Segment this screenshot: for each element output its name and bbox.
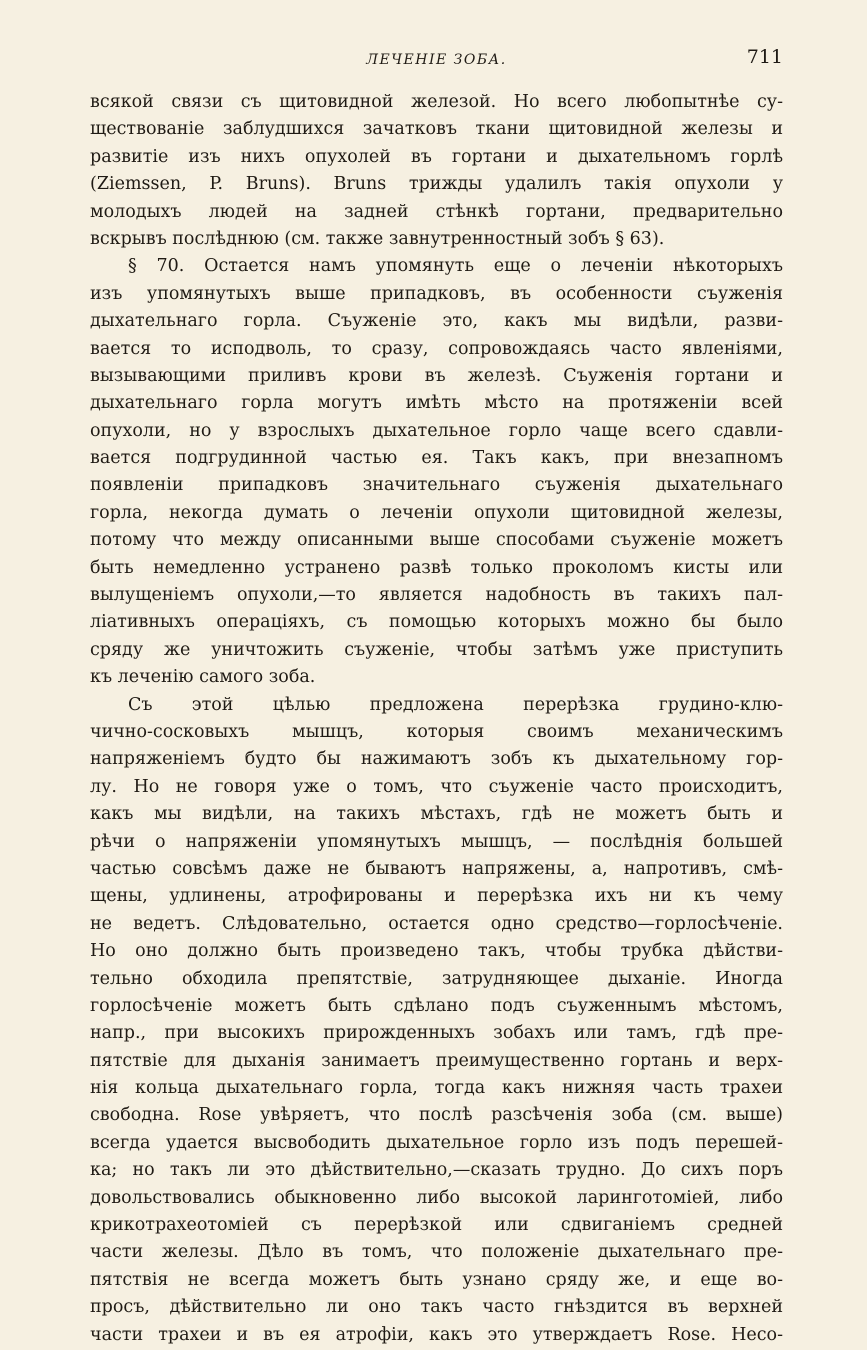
text-line: ка; но такъ ли это дѣйствительно,—сказать трудно. До сихъ поръ <box>90 1160 783 1181</box>
text-line: потому что между описанными выше способами съуженіе можетъ <box>90 530 783 551</box>
text-line: горла, некогда думать о леченіи опухоли щитовидной железы, <box>90 502 783 523</box>
text-line: § 70. Остается намъ упомянуть еще о леченіи нѣкоторыхъ <box>128 256 783 277</box>
text-line: развитіе изъ нихъ опухолей въ гортани и дыхательномъ горлѣ <box>90 146 783 167</box>
text-line: вылущеніемъ опухоли,—то является надобность въ такихъ пал- <box>90 585 783 606</box>
text-line: лу. Но не говоря уже о томъ, что съуженіе часто происходитъ, <box>90 776 783 797</box>
text-line: частью совсѣмъ даже не бываютъ напряжены, а, напротивъ, смѣ- <box>90 858 783 879</box>
text-line: быть немедленно устранено развѣ только проколомъ кисты или <box>90 557 783 578</box>
text-line: дыхательнаго горла. Съуженіе это, какъ мы видѣли, разви- <box>90 311 783 332</box>
text-line: вскрывъ послѣднюю (см. также завнутренностный зобъ § 63). <box>90 228 665 249</box>
text-line: Но оно должно быть произведено такъ, чтобы трубка дѣйстви- <box>90 941 783 962</box>
text-line: части железы. Дѣло въ томъ, что положеніе дыхательнаго пре- <box>90 1242 783 1263</box>
text-line: чично-сосковыхъ мышцъ, которыя своимъ механическимъ <box>90 721 783 742</box>
text-line: дыхательнаго горла могутъ имѣть мѣсто на протяженіи всей <box>90 393 783 414</box>
running-title: ЛЕЧЕНІЕ ЗОБА. <box>366 52 507 68</box>
text-line: щены, удлинены, атрофированы и перерѣзка ихъ ни къ чему <box>90 886 783 907</box>
text-line: изъ упомянутыхъ выше припадковъ, въ особенности съуженія <box>90 283 783 304</box>
text-line: опухоли, но у взрослыхъ дыхательное горло чаще всего сдавли- <box>90 420 783 441</box>
text-line: просъ, дѣйствительно ли оно такъ часто гнѣздится въ верхней <box>90 1297 783 1318</box>
text-line: пятствіе для дыханія занимаетъ преимущественно гортань и верх- <box>90 1050 783 1071</box>
text-line: нія кольца дыхательнаго горла, тогда какъ нижняя часть трахеи <box>90 1078 783 1099</box>
page-header <box>90 46 783 76</box>
text-line: рѣчи о напряженіи упомянутыхъ мышцъ, — послѣднія большей <box>90 831 783 852</box>
text-line: къ леченію самого зоба. <box>90 667 316 688</box>
text-line: ліативныхъ операціяхъ, съ помощью которыхъ можно бы было <box>90 612 783 633</box>
text-line: вается то исподволь, то сразу, сопровождаясь часто явленіями, <box>90 338 783 359</box>
text-line: всегда удается высвободить дыхательное горло изъ подъ перешей- <box>90 1132 783 1153</box>
text-line: какъ мы видѣли, на такихъ мѣстахъ, гдѣ не можетъ быть и <box>90 804 783 825</box>
text-line: довольствовались обыкновенно либо высокой ларинготоміей, либо <box>90 1187 783 1208</box>
text-line: тельно обходила препятствіе, затрудняющее дыханіе. Иногда <box>90 968 783 989</box>
text-line: части трахеи и въ ея атрофіи, какъ это утверждаетъ Rose. Несо- <box>90 1324 783 1345</box>
text-line: свободна. Rose увѣряетъ, что послѣ разсѣченія зоба (см. выше) <box>90 1105 783 1126</box>
text-line: пятствія не всегда можетъ быть узнано сряду же, и еще во- <box>90 1269 783 1290</box>
text-line: вызывающими приливъ крови въ железѣ. Съуженія гортани и <box>90 365 783 386</box>
text-line: горлосѣченіе можетъ быть сдѣлано подъ съуженнымъ мѣстомъ, <box>90 995 783 1016</box>
text-line: (Ziemssen, P. Bruns). Bruns трижды удалилъ такія опухоли у <box>90 174 783 195</box>
text-line: напряженіемъ будто бы нажимаютъ зобъ къ дыхательному гор- <box>90 749 783 770</box>
text-line: не ведетъ. Слѣдовательно, остается одно средство—горлосѣченіе. <box>90 913 783 934</box>
text-line: сряду же уничтожить съуженіе, чтобы затѣмъ уже приступить <box>90 639 783 660</box>
text-line: напр., при высокихъ прирожденныхъ зобахъ или тамъ, гдѣ пре- <box>90 1023 783 1044</box>
text-line: молодыхъ людей на задней стѣнкѣ гортани, предварительно <box>90 201 783 222</box>
text-line: появленіи припадковъ значительнаго съуженія дыхательнаго <box>90 475 783 496</box>
page-number: 711 <box>746 46 783 68</box>
text-line: Съ этой цѣлью предложена перерѣзка грудино-клю- <box>128 694 783 715</box>
text-line: всякой связи съ щитовидной железой. Но всего любопытнѣе су- <box>90 92 783 112</box>
text-line: ществованіе заблудшихся зачатковъ ткани щитовидной железы и <box>90 119 783 140</box>
text-line: крикотрахеотоміей съ перерѣзкой или сдвиганіемъ средней <box>90 1215 783 1236</box>
body-text <box>90 89 783 1349</box>
text-line: вается подгрудинной частью ея. Такъ какъ, при внезапномъ <box>90 448 783 469</box>
